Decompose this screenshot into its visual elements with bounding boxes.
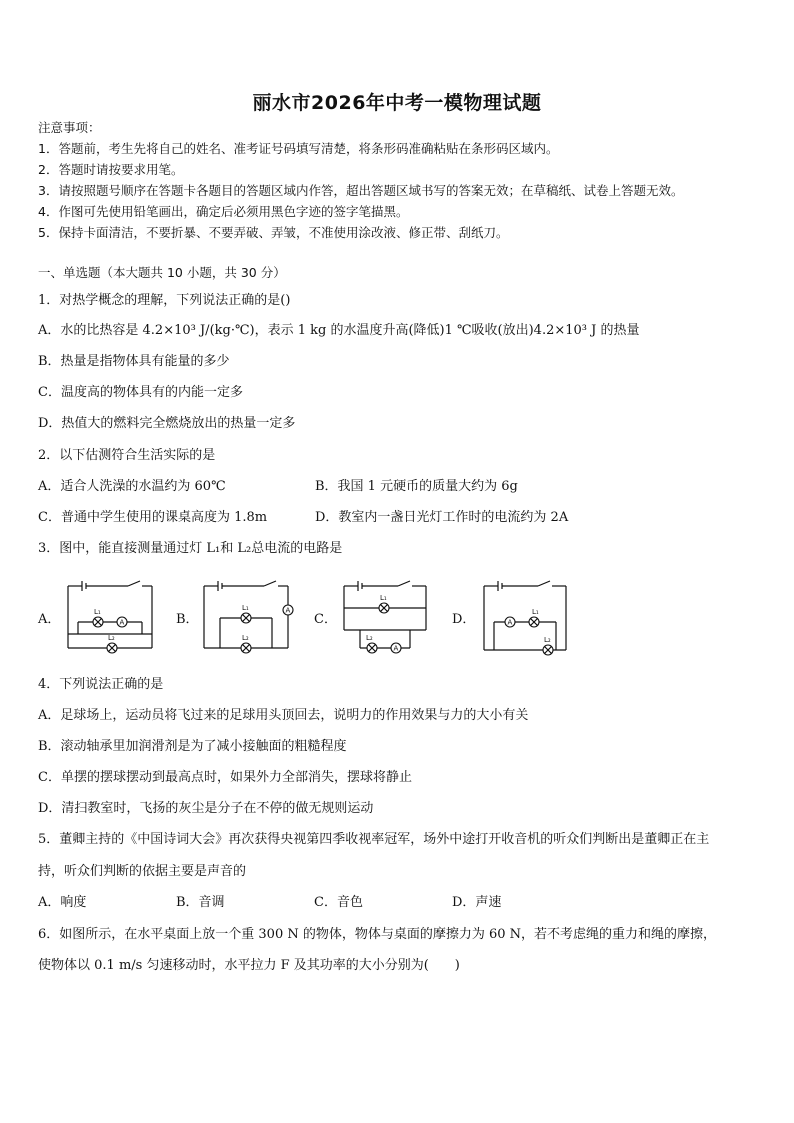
q6-stem-line2: 使物体以 0.1 m/s 匀速移动时，水平拉力 F 及其功率的大小分别为( ) (38, 958, 460, 973)
section-heading: 一、单选题（本大题共 10 小题，共 30 分） (38, 265, 286, 280)
lamp2-label: L₂ (242, 634, 249, 642)
notice-item-3: 3．请按照题号顺序在答题卡各题目的答题区域内作答，超出答题区域书写的答案无效；在草稿纸、试卷上答题无效。 (38, 183, 684, 198)
q2-option-a: A．适合人洗澡的水温约为 60℃ (38, 479, 226, 494)
q2-option-b: B．我国 1 元硬币的质量大约为 6g (315, 479, 518, 494)
q1-option-d: D．热值大的燃料完全燃烧放出的热量一定多 (38, 416, 296, 431)
q5-option-d: D．声速 (452, 895, 502, 910)
q5-stem-line1: 5．董卿主持的《中国诗词大会》再次获得央视第四季收视率冠军，场外中途打开收音机的听众们判断出是董卿正在主 (38, 832, 710, 847)
q2-option-c: C．普通中学生使用的课桌高度为 1.8m (38, 510, 268, 525)
q1-option-b: B．热量是指物体具有能量的多少 (38, 354, 230, 369)
notice-item-1: 1．答题前，考生先将自己的姓名、准考证号码填写清楚，将条形码准确粘贴在条形码区域内。 (38, 141, 559, 156)
lamp1-label: L₁ (532, 608, 539, 616)
circuit-diagram-a (62, 578, 158, 654)
circuit-diagram-b (198, 578, 296, 654)
q4-option-b: B．滚动轴承里加润滑剂是为了减小接触面的粗糙程度 (38, 739, 347, 754)
q2-option-d: D．教室内一盏日光灯工作时的电流约为 2A (315, 510, 569, 525)
q3-label-d: D． (452, 612, 476, 627)
circuit-diagram-d (478, 578, 574, 658)
q5-option-a: A．响度 (38, 895, 87, 910)
q6-stem-line1: 6．如图所示，在水平桌面上放一个重 300 N 的物体，物体与桌面的摩擦力为 60 N，若不考虑绳的重力和绳的摩擦， (38, 927, 717, 942)
q1-stem: 1．对热学概念的理解，下列说法正确的是() (38, 293, 291, 308)
q2-stem: 2．以下估测符合生活实际的是 (38, 448, 216, 463)
ammeter-label: A (393, 644, 399, 653)
q3-label-b: B． (176, 612, 199, 627)
q4-option-c: C．单摆的摆球摆动到最高点时，如果外力全部消失，摆球将静止 (38, 770, 412, 785)
q4-stem: 4．下列说法正确的是 (38, 677, 164, 692)
lamp2-label: L₂ (366, 634, 373, 642)
notice-heading: 注意事项： (38, 120, 101, 135)
lamp1-label: L₁ (380, 594, 387, 602)
lamp2-label: L₂ (544, 636, 551, 644)
lamp2-label: L₂ (108, 634, 115, 642)
lamp1-label: L₁ (94, 608, 101, 616)
page-title: 丽水市2026年中考一模物理试题 (252, 92, 542, 114)
q1-option-a: A．水的比热容是 4.2×10³ J/(kg·℃)，表示 1 kg 的水温度升高(降低)1 ℃吸收(放出)4.2×10³ J 的热量 (38, 323, 640, 338)
lamp1-label: L₁ (242, 604, 249, 612)
q3-stem: 3．图中，能直接测量通过灯 L₁和 L₂总电流的电路是 (38, 541, 343, 556)
circuit-diagram-c (338, 578, 434, 658)
q5-option-b: B．音调 (176, 895, 225, 910)
q4-option-a: A．足球场上，运动员将飞过来的足球用头顶回去，说明力的作用效果与力的大小有关 (38, 708, 529, 723)
q5-option-c: C．音色 (314, 895, 363, 910)
q1-option-c: C．温度高的物体具有的内能一定多 (38, 385, 243, 400)
q3-label-a: A． (38, 612, 61, 627)
ammeter-label: A (507, 618, 513, 627)
q5-stem-line2: 持，听众们判断的依据主要是声音的 (38, 864, 247, 879)
ammeter-label: A (119, 618, 125, 627)
notice-item-2: 2．答题时请按要求用笔。 (38, 162, 184, 177)
ammeter-label: A (285, 606, 291, 615)
notice-item-5: 5．保持卡面清洁，不要折暴、不要弄破、弄皱，不准使用涂改液、修正带、刮纸刀。 (38, 225, 509, 240)
q3-label-c: C． (314, 612, 337, 627)
notice-item-4: 4．作图可先使用铅笔画出，确定后必须用黑色字迹的签字笔描黑。 (38, 204, 409, 219)
q4-option-d: D．清扫教室时，飞扬的灰尘是分子在不停的做无规则运动 (38, 801, 374, 816)
